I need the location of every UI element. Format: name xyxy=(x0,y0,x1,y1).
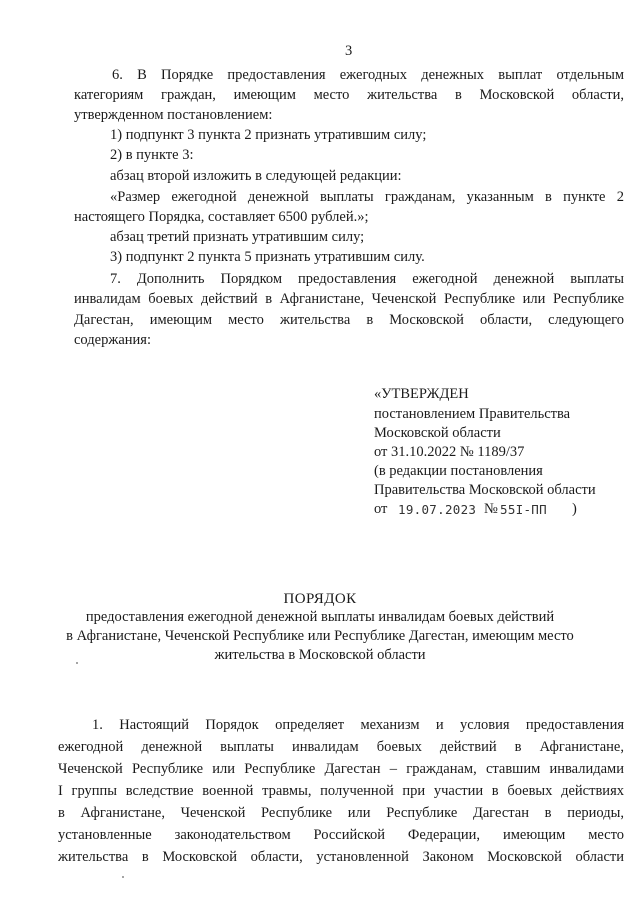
approval-line-4: (в редакции постановления xyxy=(374,463,543,479)
scan-speck xyxy=(122,876,124,878)
quote-line-1: «Размер ежегодной денежной выплаты гражданам, указанным в пункте 2 xyxy=(110,189,624,205)
body-line-1: 1. Настоящий Порядок определяет механизм и условия предоставления xyxy=(92,717,624,733)
body-line-5: в Афганистане, Чеченской Республике или Республике Дагестан в периоды, xyxy=(58,805,624,821)
approval-line-2: Московской области xyxy=(374,425,501,441)
approval-line-3: от 31.10.2022 № 1189/37 xyxy=(374,444,525,460)
body-line-6: установленные законодательством Российской Федерации, имеющим место xyxy=(58,827,624,843)
document-subtitle-line-1: предоставления ежегодной денежной выплаты инвалидам боевых действий xyxy=(85,609,555,625)
item6-line-1: 6. В Порядке предоставления ежегодных денежных выплат отдельным xyxy=(112,67,624,83)
body-line-4: I группы вследствие военной травмы, полученной при участии в боевых действиях xyxy=(58,783,624,799)
approved-label: «УТВЕРЖДЕН xyxy=(374,386,469,402)
approval-number-prefix: № xyxy=(484,501,498,517)
approval-line-1: постановлением Правительства xyxy=(374,406,571,422)
item6-line-3: утвержденном постановлением: xyxy=(74,107,273,123)
subitem-1: 1) подпункт 3 пункта 2 признать утратившим силу; xyxy=(110,127,427,143)
document-subtitle-line-3: жительства в Московской области xyxy=(214,647,426,663)
item7-line-3: Дагестан, имеющим место жительства в Московской области, следующего xyxy=(74,312,624,328)
quote-line-2: настоящего Порядка, составляет 6500 рублей.»; xyxy=(74,209,369,225)
subitem-2: 2) в пункте 3: xyxy=(110,147,194,163)
item7-line-2: инвалидам боевых действий в Афганистане, Чеченской Республике или Республике xyxy=(74,291,624,307)
item7-line-1: 7. Дополнить Порядком предоставления ежегодной денежной выплаты xyxy=(110,271,624,287)
approval-from-prefix: от xyxy=(374,501,388,517)
page-number: 3 xyxy=(345,43,353,59)
document-title: ПОРЯДОК xyxy=(283,591,357,607)
subitem-3: 3) подпункт 2 пункта 5 признать утратившим силу. xyxy=(110,249,425,265)
approval-date-stamp: 19.07.2023 xyxy=(398,502,477,517)
approval-close-paren: ) xyxy=(572,501,577,517)
body-line-2: ежегодной денежной выплаты инвалидам боевых действий в Афганистане, xyxy=(58,739,624,755)
approval-number-stamp: 55I-ПП xyxy=(500,502,547,517)
document-subtitle-line-2: в Афганистане, Чеченской Республике или Республике Дагестан, имеющим место xyxy=(66,628,574,644)
item6-line-2: категориям граждан, имеющим место жительства в Московской области, xyxy=(74,87,624,103)
approval-line-5: Правительства Московской области xyxy=(374,482,596,498)
body-line-7: жительства в Московской области, установленной Законом Московской области xyxy=(58,849,624,865)
paragraph-2-intro: абзац второй изложить в следующей редакции: xyxy=(110,168,402,184)
scan-speck xyxy=(76,662,78,664)
paragraph-3: абзац третий признать утратившим силу; xyxy=(110,229,365,245)
body-line-3: Чеченской Республике или Республике Дагестан – гражданам, ставшим инвалидами xyxy=(58,761,624,777)
item7-line-4: содержания: xyxy=(74,332,152,348)
